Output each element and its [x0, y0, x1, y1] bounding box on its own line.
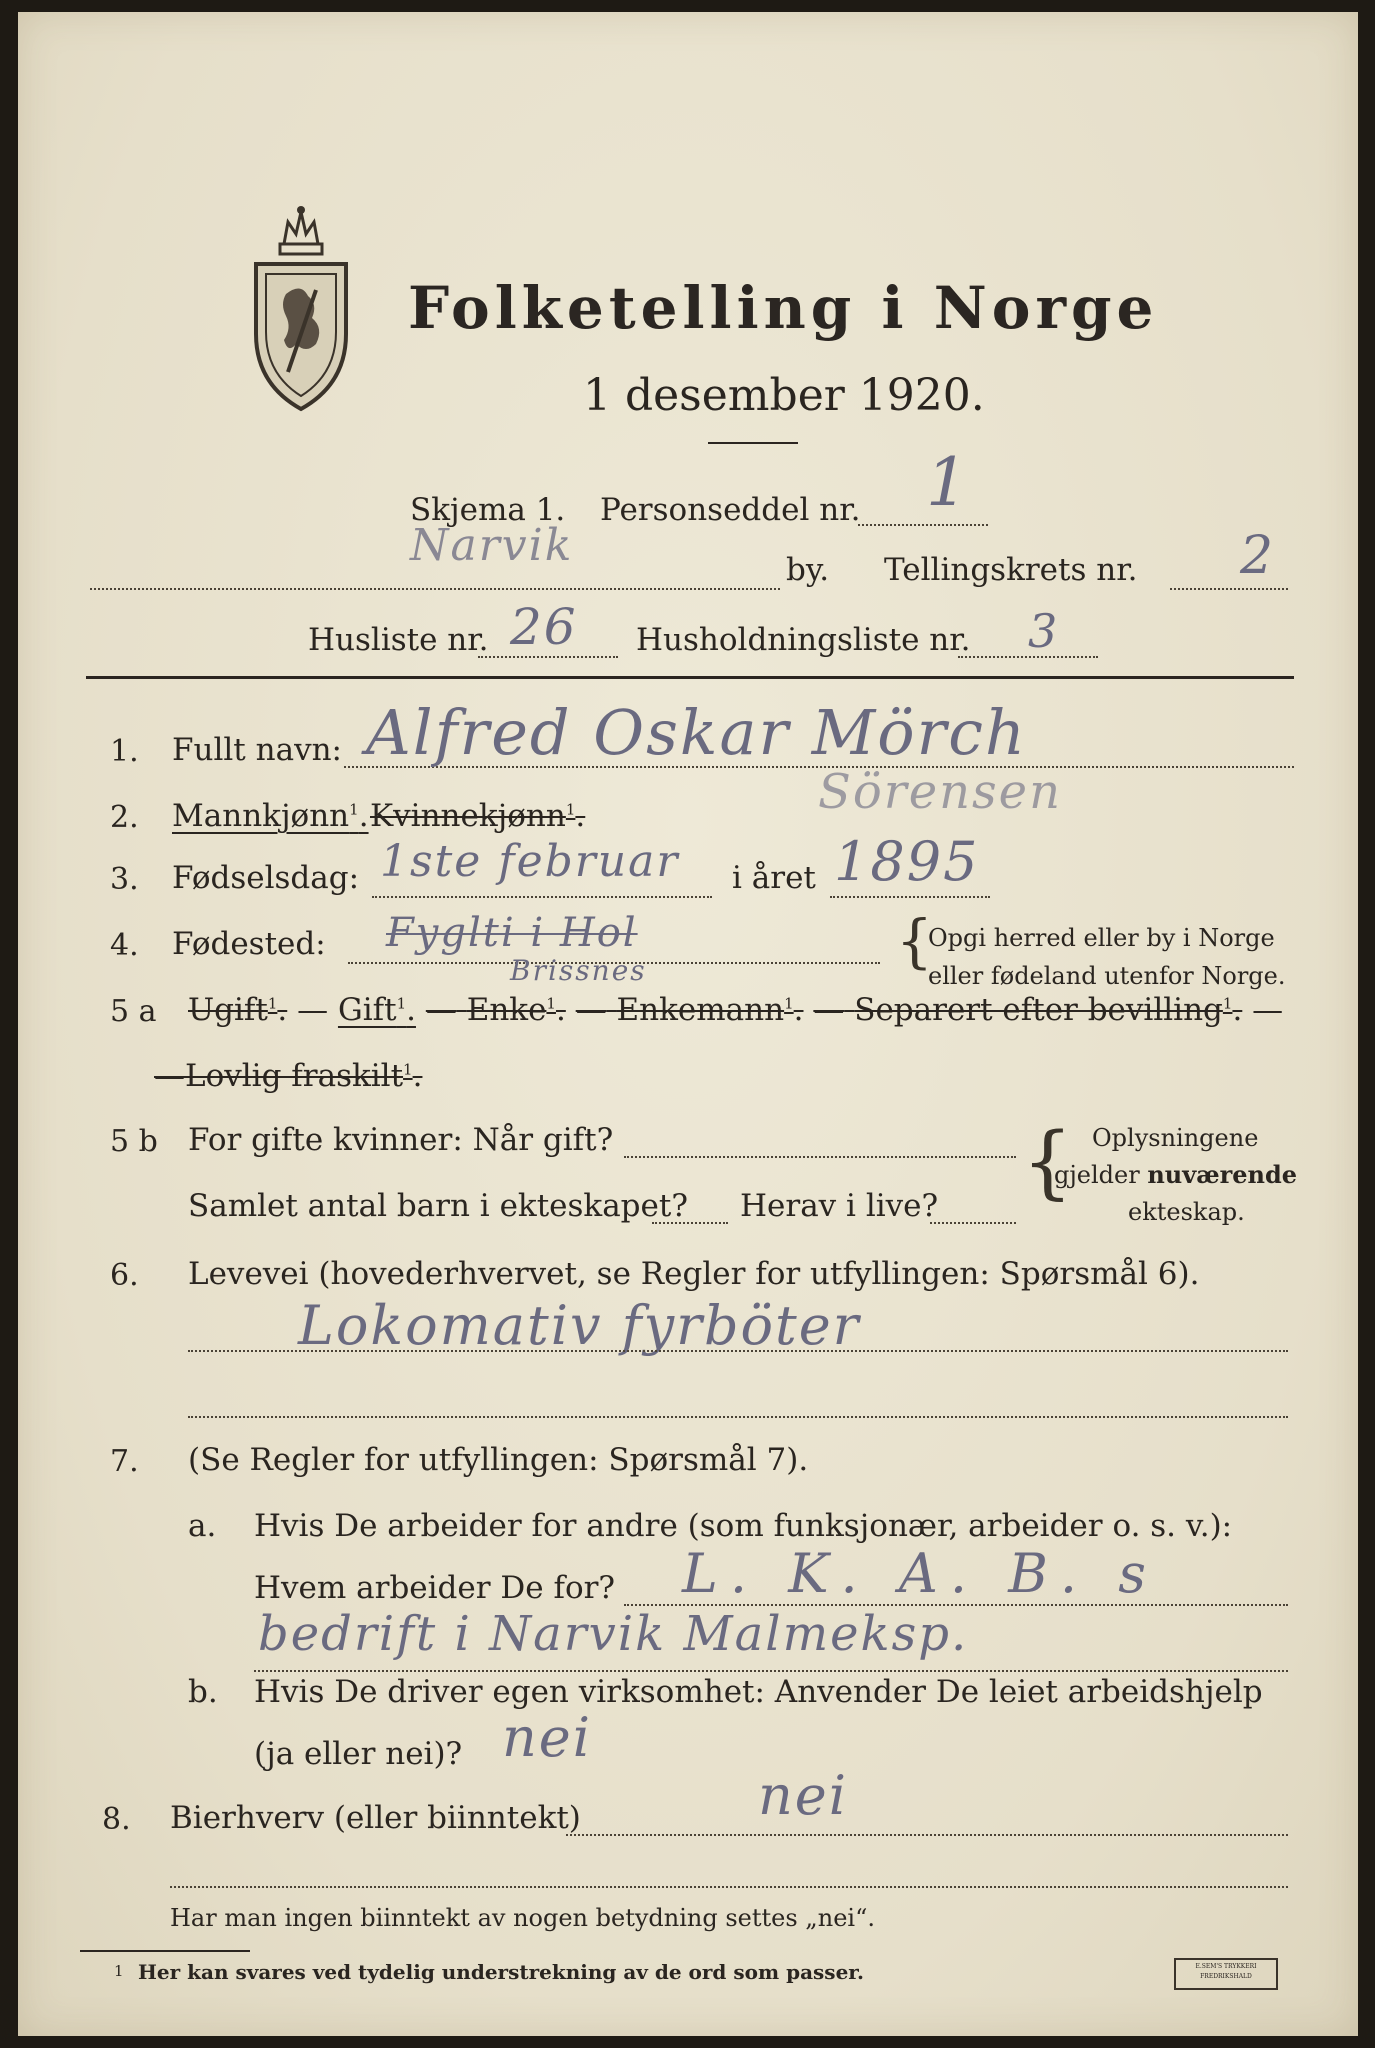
q5b-label3: Herav i live? [740, 1188, 939, 1224]
q6-line1 [188, 1350, 1288, 1352]
q3-day-line [372, 896, 712, 898]
q6-line2 [188, 1416, 1288, 1418]
tellingskrets-label: Tellingskrets nr. [884, 552, 1138, 588]
q4-label: Fødested: [172, 926, 326, 962]
q2-male-option[interactable]: Mannkjønn$^1$. [172, 798, 369, 834]
q5b-brace: { [1022, 1115, 1073, 1208]
q3-value[interactable]: 1ste februar [380, 836, 680, 887]
q5a-gift-option[interactable]: Gift$^1$. [337, 992, 416, 1028]
city-value[interactable]: Narvik [410, 520, 574, 571]
footnote-text: Her kan svares ved tydelig understrekning av de ord som passer. [138, 1960, 864, 1984]
footnote-mark: 1 [114, 1962, 124, 1980]
q7a-line2 [254, 1670, 1288, 1672]
q1-extra[interactable]: Sörensen [818, 764, 1062, 820]
q2-number: 2. [110, 800, 139, 835]
q7a-value[interactable]: L. K. A. B. s [682, 1542, 1158, 1605]
q5b-label2: Samlet antal barn i ekteskapet? [188, 1188, 688, 1224]
q5b-line1 [624, 1156, 1016, 1158]
husliste-line [478, 656, 618, 658]
footer-note: Har man ingen biinntekt av nogen betydning settes „nei“. [170, 1904, 875, 1932]
q4-note-line1: Opgi herred eller by i Norge [928, 924, 1275, 952]
personseddel-label: Personseddel nr. [600, 492, 861, 528]
coat-of-arms-icon [246, 204, 356, 414]
q3-year-label: i året [732, 860, 816, 896]
q5a-enkemann-option[interactable]: — Enkemann$^1$. [575, 992, 804, 1028]
husholdning-value[interactable]: 3 [1028, 604, 1060, 658]
q5b-line3 [930, 1222, 1016, 1224]
by-label: by. [786, 552, 830, 588]
skjema-label: Skjema 1. [410, 492, 566, 528]
q3-number: 3. [110, 862, 139, 897]
form-title: Folketelling i Norge [408, 274, 1159, 342]
header-divider [86, 676, 1294, 679]
q5a-separert-option[interactable]: — Separert efter bevilling$^1$. [813, 992, 1243, 1028]
q6-number: 6. [110, 1258, 139, 1293]
footnote-divider [80, 1950, 250, 1952]
q5a-options-row1 [188, 992, 1283, 1028]
q6-label: Levevei (hovederhvervet, se Regler for utfyllingen: Spørsmål 6). [188, 1256, 1200, 1292]
q5a-fraskilt-option[interactable]: —Lovlig fraskilt$^1$. [154, 1058, 423, 1094]
q7b-text: Hvis De driver egen virksomhet: Anvender De leiet arbeidshjelp [254, 1674, 1263, 1710]
q5a-sep-1: — [297, 992, 329, 1028]
q7b-number: b. [188, 1674, 218, 1710]
personseddel-value[interactable]: 1 [926, 444, 970, 521]
q7b-value[interactable]: nei [502, 1706, 593, 1769]
q7b-question: (ja eller nei)? [254, 1736, 463, 1772]
q1-number: 1. [110, 734, 139, 769]
q5b-line2 [652, 1222, 728, 1224]
q7a-number: a. [188, 1508, 217, 1544]
q5b-label1: For gifte kvinner: Når gift? [188, 1122, 614, 1158]
husholdning-label: Husholdningsliste nr. [636, 622, 971, 658]
q2-female-option[interactable]: Kvinnekjønn$^1$. [370, 798, 586, 834]
q8-label: Bierhverv (eller biinntekt) [170, 1800, 581, 1836]
q5b-note-line2: gjelder nuværende [1054, 1160, 1298, 1189]
q4-number: 4. [110, 928, 139, 963]
q4-note-line2: eller fødeland utenfor Norge. [928, 962, 1286, 990]
q1-label: Fullt navn: [172, 732, 342, 768]
q5a-number: 5 a [110, 994, 157, 1029]
q5b-note-line1: Oplysningene [1092, 1124, 1259, 1152]
q5b-number: 5 b [110, 1124, 158, 1159]
census-form [18, 12, 1358, 2036]
personseddel-line [858, 524, 988, 526]
title-divider [708, 442, 798, 444]
q4-value[interactable]: Fyglti i Hol [386, 910, 638, 956]
form-date: 1 desember 1920. [583, 370, 985, 421]
printer-line1: E.SEM'S TRYKKERI [1195, 1963, 1257, 1970]
q8-number: 8. [102, 1802, 131, 1837]
printer-line2: FREDRIKSHALD [1200, 1973, 1252, 1980]
city-line [90, 588, 780, 590]
q7a-value2[interactable]: bedrift i Narvik Malmeksp. [258, 1606, 969, 1662]
q5b-note-line3: ekteskap. [1128, 1198, 1245, 1226]
q4-brace: { [896, 907, 933, 975]
q8-line [566, 1834, 1288, 1836]
q3-year-value[interactable]: 1895 [834, 830, 980, 893]
q6-value[interactable]: Lokomativ fyrböter [298, 1294, 861, 1357]
q8-line2 [170, 1886, 1288, 1888]
q3-year-line [830, 896, 990, 898]
tellingskrets-value[interactable]: 2 [1240, 526, 1276, 586]
q7a-question: Hvem arbeider De for? [254, 1570, 616, 1606]
q5a-ugift-option[interactable]: Ugift$^1$. [188, 992, 288, 1028]
q7-label: (Se Regler for utfyllingen: Spørsmål 7). [188, 1442, 809, 1478]
q8-value[interactable]: nei [758, 1764, 849, 1827]
q3-label: Fødselsdag: [172, 860, 360, 896]
q4-value2[interactable]: Brissnes [510, 954, 647, 987]
q5a-sep-2: — [1252, 992, 1284, 1028]
tellingskrets-line [1170, 588, 1288, 590]
q7-number: 7. [110, 1444, 139, 1479]
q7a-text: Hvis De arbeider for andre (som funksjonær, arbeider o. s. v.): [254, 1508, 1233, 1544]
husliste-value[interactable]: 26 [510, 598, 578, 656]
printer-mark [1174, 1958, 1278, 1990]
q1-value[interactable]: Alfred Oskar Mörch [366, 696, 1027, 769]
q5a-enke-option[interactable]: — Enke$^1$. [425, 992, 566, 1028]
husliste-label: Husliste nr. [308, 622, 489, 658]
